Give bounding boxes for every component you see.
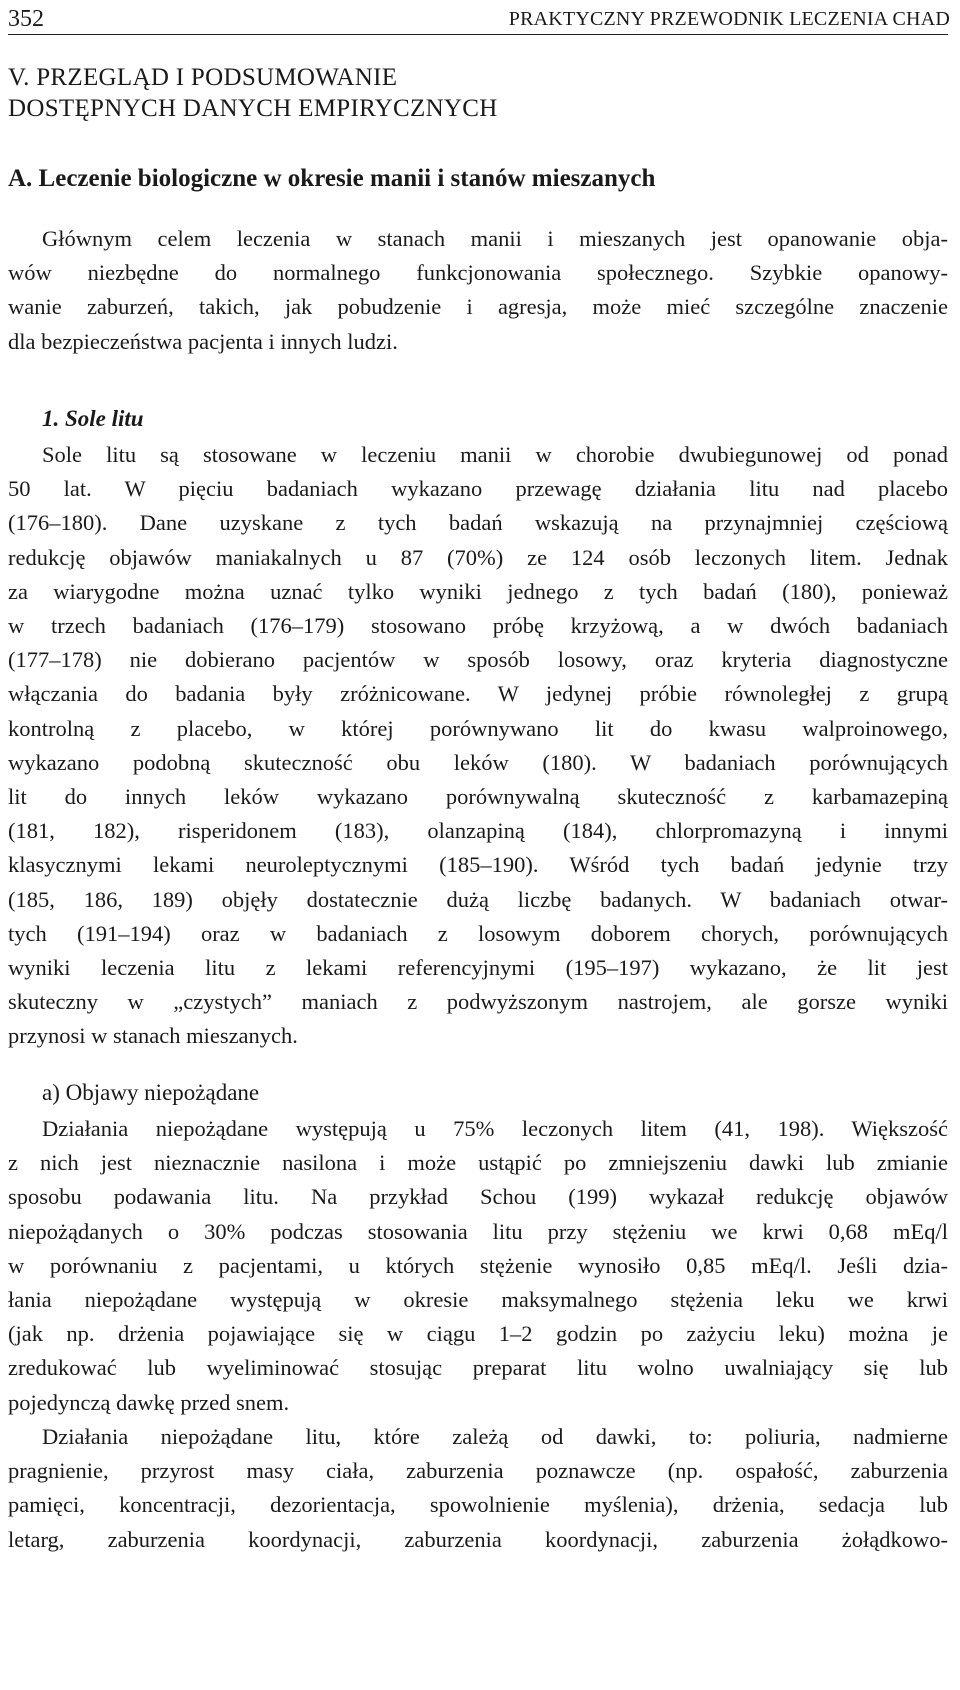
text-line: (181, 182), risperidonem (183), olanzapiną (184), chlorpromazyną i innymi xyxy=(8,818,948,844)
text-line: letarg, zaburzenia koordynacji, zaburzenia koordynacji, zaburzenia żołądkowo- xyxy=(8,1526,948,1552)
subsection-title: A. Leczenie biologiczne w okresie manii i stanów mieszanych xyxy=(8,165,656,192)
intro-paragraph xyxy=(8,222,948,359)
text-line: (177–178) nie dobierano pacjentów w sposób losowy, oraz kryteria diagnostyczne xyxy=(8,647,948,673)
text-line: niepożądanych o 30% podczas stosowania litu przy stężeniu we krwi 0,68 mEq/l xyxy=(8,1218,948,1244)
adverse-paragraph-1 xyxy=(8,1112,948,1420)
text-line: tych (191–194) oraz w badaniach z losowym doborem chorych, porównujących xyxy=(8,920,948,946)
text-line: włączania do badania były zróżnicowane. W jedynej próbie równoległej z grupą xyxy=(8,681,948,707)
text-line: w porównaniu z pacjentami, u których stężenie wynosiło 0,85 mEq/l. Jeśli dzia- xyxy=(8,1252,948,1278)
text-line: pamięci, koncentracji, dezorientacja, spowolnienie myślenia), drżenia, sedacja lub xyxy=(8,1492,948,1518)
lithium-paragraph xyxy=(8,438,948,1054)
text-line: (jak np. drżenia pojawiające się w ciągu 1–2 godzin po zażyciu leku) można je xyxy=(8,1321,948,1347)
lithium-heading: 1. Sole litu xyxy=(42,406,144,431)
text-line: skuteczny w „czystych” maniach z podwyższonym nastrojem, ale gorsze wyniki xyxy=(8,989,948,1015)
text-line: wyniki leczenia litu z lekami referencyjnymi (195–197) wykazano, że lit jest xyxy=(8,955,948,981)
text-line: za wiarygodne można uznać tylko wyniki jednego z tych badań (180), ponieważ xyxy=(8,578,948,604)
text-line: redukcję objawów maniakalnych u 87 (70%) ze 124 osób leczonych litem. Jednak xyxy=(8,544,948,570)
text-line: Głównym celem leczenia w stanach manii i mieszanych jest opanowanie obja- xyxy=(42,226,948,251)
text-line: w trzech badaniach (176–179) stosowano próbę krzyżową, a w dwóch badaniach xyxy=(8,613,948,639)
text-line: wykazano podobną skuteczność obu leków (180). W badaniach porównujących xyxy=(8,749,948,775)
text-line: (176–180). Dane uzyskane z tych badań wskazują na przynajmniej częściową xyxy=(8,510,948,536)
text-line: lit do innych leków wykazano porównywalną skuteczność z karbamazepiną xyxy=(8,784,948,810)
text-line: z nich jest nieznacznie nasilona i może ustąpić po zmniejszeniu dawki lub zmianie xyxy=(8,1150,948,1176)
text-line: 50 lat. W pięciu badaniach wykazano przewagę działania litu nad placebo xyxy=(8,476,948,502)
section-title-line-2: DOSTĘPNYCH DANYCH EMPIRYCZNYCH xyxy=(8,95,498,122)
adverse-effects-heading: a) Objawy niepożądane xyxy=(42,1080,260,1105)
section-title-line-1: V. PRZEGLĄD I PODSUMOWANIE xyxy=(8,64,398,91)
text-line: przynosi w stanach mieszanych. xyxy=(8,1023,298,1049)
text-line: pojedynczą dawkę przed snem. xyxy=(8,1389,290,1415)
text-line: klasycznymi lekami neuroleptycznymi (185–190). Wśród tych badań jedynie trzy xyxy=(8,852,948,878)
text-line: Działania niepożądane litu, które zależą od dawki, to: poliuria, nadmierne xyxy=(42,1424,948,1449)
text-line: dla bezpieczeństwa pacjenta i innych ludzi. xyxy=(8,328,398,354)
text-line: wanie zaburzeń, takich, jak pobudzenie i agresja, może mieć szczególne znaczenie xyxy=(8,294,948,320)
section-title xyxy=(8,62,948,124)
text-line: kontrolną z placebo, w której porównywano lit do kwasu walproinowego, xyxy=(8,715,948,741)
running-title: PRAKTYCZNY PRZEWODNIK LECZENIA CHAD xyxy=(508,8,950,30)
page-number: 352 xyxy=(8,6,44,32)
text-line: (185, 186, 189) objęły dostatecznie dużą liczbę badanych. W badaniach otwar- xyxy=(8,886,948,912)
running-header xyxy=(8,4,948,35)
text-line: Działania niepożądane występują u 75% leczonych litem (41, 198). Większość xyxy=(42,1116,948,1141)
adverse-paragraph-2 xyxy=(8,1420,948,1557)
text-line: łania niepożądane występują w okresie maksymalnego stężenia leku we krwi xyxy=(8,1287,948,1313)
text-line: wów niezbędne do normalnego funkcjonowania społecznego. Szybkie opanowy- xyxy=(8,260,948,286)
text-line: pragnienie, przyrost masy ciała, zaburzenia poznawcze (np. ospałość, zaburzenia xyxy=(8,1458,948,1484)
text-line: zredukować lub wyeliminować stosując preparat litu wolno uwalniający się lub xyxy=(8,1355,948,1381)
text-line: Sole litu są stosowane w leczeniu manii w chorobie dwubiegunowej od ponad xyxy=(42,442,948,467)
text-line: sposobu podawania litu. Na przykład Schou (199) wykazał redukcję objawów xyxy=(8,1184,948,1210)
